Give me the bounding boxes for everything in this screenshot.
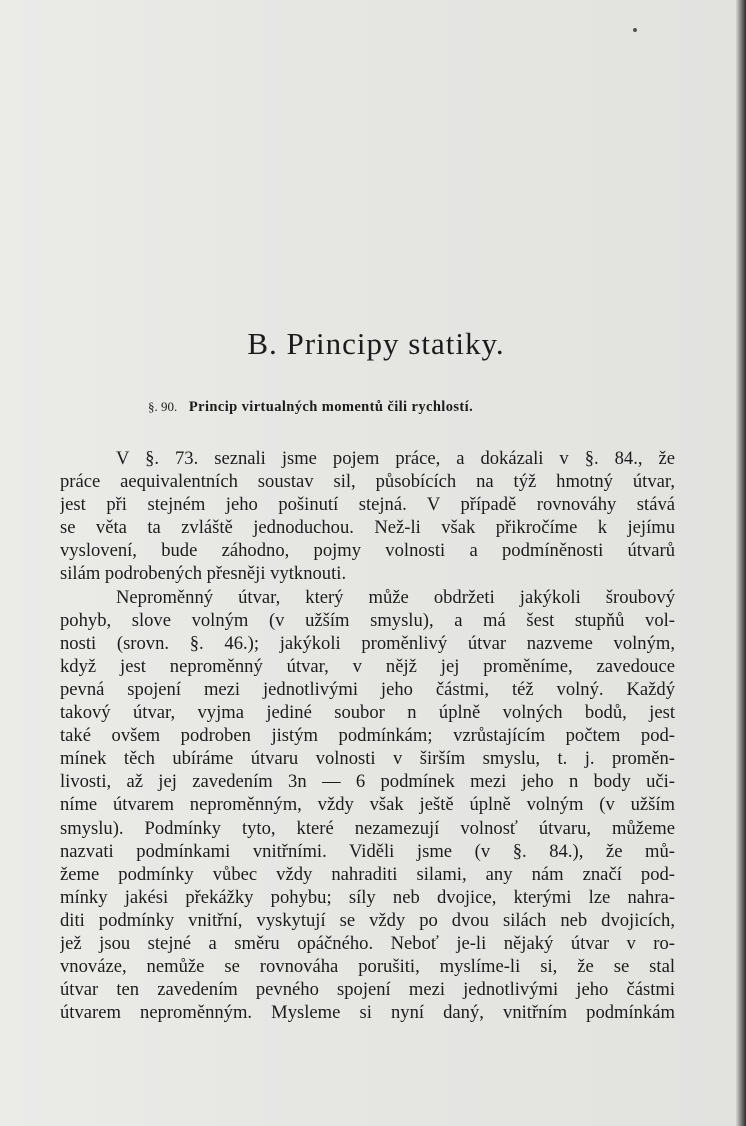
section-title: Princip virtualných momentů čili rychlostí. [188,399,474,415]
text-line: Neproměnný útvar, který může obdržeti jakýkoli šroubový [116,586,675,608]
text-line: pevná spojení mezi jednotlivými jeho částmi, též volný. Každý [60,678,675,700]
text-line: mínek těch ubíráme útvaru volnosti v širším smyslu, t. j. proměn- [60,748,675,770]
text-line: diti podmínky vnitřní, vyskytují se vždy po dvou silách neb dvojicích, [60,909,675,931]
body-text [60,447,675,1024]
text-line: smyslu). Podmínky tyto, které nezamezují volnosť útvaru, můžeme [60,817,675,839]
text-line: útvarem neproměnným. Mysleme si nyní daný, vnitřním podmínkám [60,1002,675,1024]
text-line: žeme podmínky vůbec vždy nahraditi silami, any nám značí pod- [60,863,675,885]
text-line: když jest neproměnný útvar, v nějž jej proměníme, zavedouce [60,655,675,677]
text-line: mínky jakési překážky pohybu; síly neb dvojice, kterými lze nahra- [60,886,675,908]
text-line: vnováze, nemůže se rovnováha porušiti, myslíme-li si, že se stal [60,956,675,978]
ink-speck [633,28,637,32]
text-line: silám podrobených přesněji vytknouti. [60,563,347,585]
text-line: vyslovení, bude záhodno, pojmy volnosti a podmíněnosti útvarů [60,540,675,562]
text-line: níme útvarem neproměnným, vždy však ještě úplně volným (v užším [60,794,675,816]
text-line: jest při stejném jeho pošinutí stejná. V případě rovnováhy stává [60,494,675,516]
paragraph-1 [60,447,675,586]
text-line: takový útvar, vyjma jediné soubor n úplně volných bodů, jest [60,702,675,724]
text-line: útvar ten zavedením pevného spojení mezi jednotlivými jeho částmi [60,979,675,1001]
section-number: §. 90. [148,399,178,414]
text-line: V §. 73. seznali jsme pojem práce, a dokázali v §. 84., že [116,448,675,469]
text-line: také ovšem podroben jistým podmínkám; vzrůstajícím počtem pod- [60,725,675,747]
paragraph-2 [60,586,675,1025]
text-line: jež jsou stejné a směru opáčného. Neboť je-li nějaký útvar v ro- [60,932,675,954]
text-line: se věta ta zvláště jednoduchou. Než-li však přikročíme k jejímu [60,517,675,539]
page-edge-shadow [736,0,746,1126]
text-line: pohyb, slove volným (v užším smyslu), a má šest stupňů vol- [60,609,675,631]
text-line: práce aequivalentních soustav sil, působících na týž hmotný útvar, [60,471,675,493]
section-heading [148,399,473,416]
text-line: livosti, až jej zavedením 3n — 6 podmínek mezi jeho n body uči- [60,771,675,793]
text-line: nazvati podmínkami vnitřními. Viděli jsme (v §. 84.), že mů- [60,840,675,862]
text-line: nosti (srovn. §. 46.); jakýkoli proměnlivý útvar nazveme volným, [60,632,675,654]
chapter-heading: B. Principy statiky. [247,326,505,361]
